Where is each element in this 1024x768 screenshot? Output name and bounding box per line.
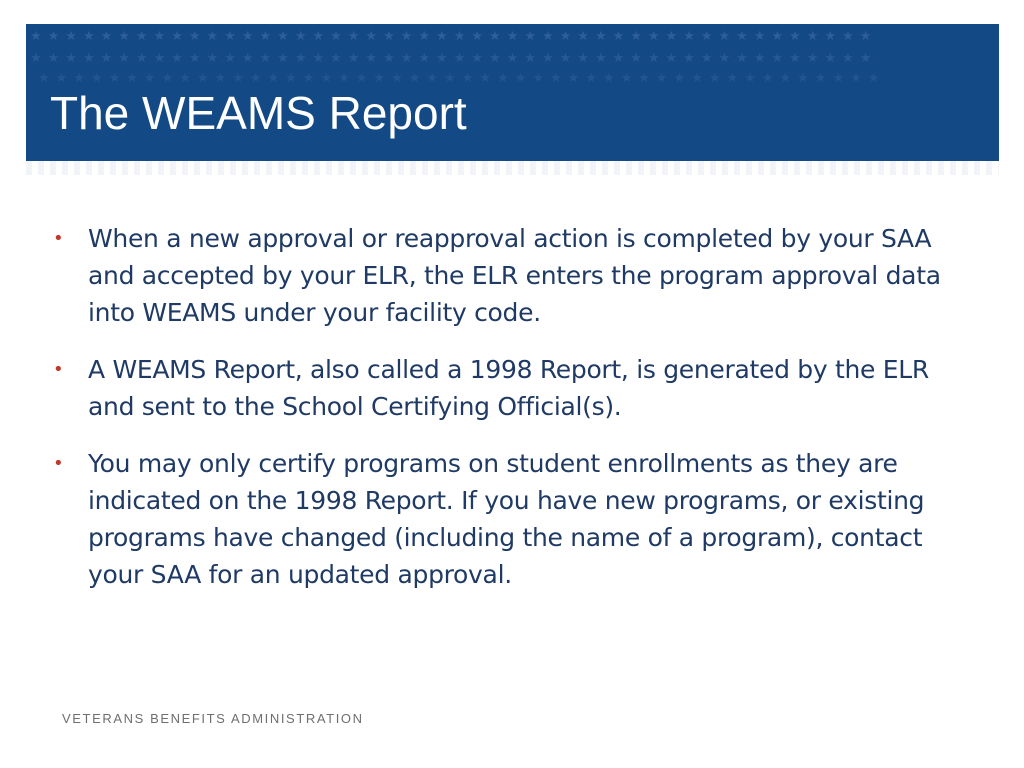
band-stripe (26, 161, 999, 175)
bullet-icon: • (53, 228, 64, 249)
title-band (26, 24, 999, 161)
bullet-item (52, 351, 962, 425)
footer-label: VETERANS BENEFITS ADMINISTRATION (62, 711, 364, 726)
slide-title: The WEAMS Report (50, 87, 467, 139)
slide-content (52, 220, 962, 613)
stars-pattern-row: ★★★★★★★★★★★★★★★★★★★★★★★★★★★★★★★★★★★★★★★★★★★★★★★★ (30, 51, 878, 66)
stars-pattern-row: ★★★★★★★★★★★★★★★★★★★★★★★★★★★★★★★★★★★★★★★★★★★★★★★★ (38, 71, 886, 86)
bullet-text: When a new approval or reapproval action is completed by your SAA and accepted by your ELR, the ELR enters the program approval data into WEAMS under your facility code. (88, 224, 941, 327)
bullet-text: A WEAMS Report, also called a 1998 Report, is generated by the ELR and sent to the School Certifying Official(s). (88, 355, 929, 421)
stars-pattern-row: ★★★★★★★★★★★★★★★★★★★★★★★★★★★★★★★★★★★★★★★★★★★★★★★★ (30, 29, 878, 44)
bullet-text: You may only certify programs on student enrollments as they are indicated on the 1998 Report. If you have new programs, or existing programs have changed (including the name of a program), contact your SAA for an updated approval. (88, 449, 925, 589)
bullet-icon: • (53, 359, 64, 380)
bullet-list (52, 220, 962, 593)
bullet-item (52, 220, 962, 331)
bullet-icon: • (53, 453, 64, 474)
bullet-item (52, 445, 962, 593)
